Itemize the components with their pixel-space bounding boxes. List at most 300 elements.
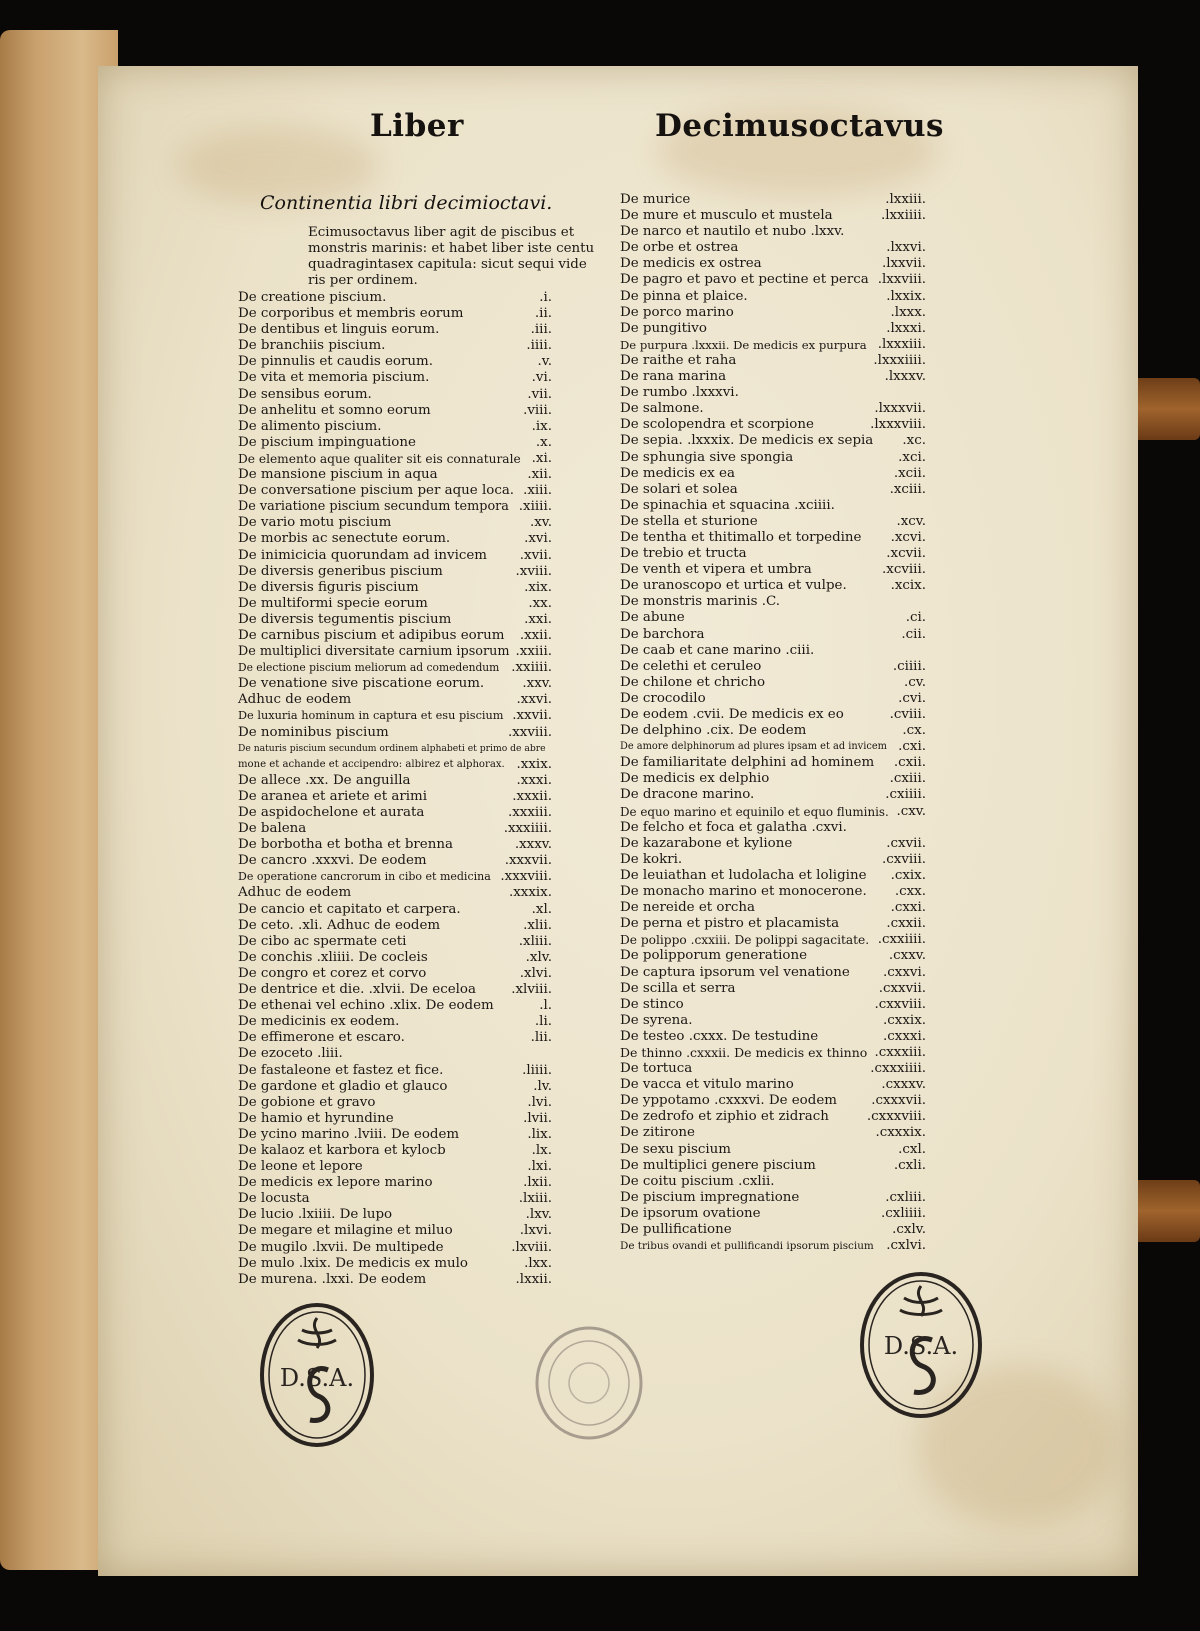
entry-title: De nominibus piscium	[238, 724, 389, 740]
index-entry	[620, 884, 926, 900]
index-entry	[238, 805, 552, 821]
entry-chapter-number: .cxviii.	[882, 851, 926, 867]
index-entry	[238, 1256, 552, 1272]
index-entry	[620, 498, 926, 514]
entry-title: De medicis ex ostrea	[620, 256, 762, 272]
entry-title: De dentrice et die. .xlvii. De eceloa	[238, 982, 476, 998]
entry-chapter-number: .xlii.	[523, 917, 552, 933]
entry-title: De mulo .lxix. De medicis ex mulo	[238, 1255, 468, 1271]
index-entry	[620, 1061, 926, 1077]
index-entry	[620, 1238, 926, 1254]
index-entry	[238, 950, 552, 966]
entry-chapter-number: .xciii.	[889, 481, 926, 497]
entry-title: De pullificatione	[620, 1222, 732, 1237]
entry-title: De vacca et vitulo marino	[620, 1077, 794, 1093]
entry-chapter-number: .l.	[539, 998, 552, 1014]
entry-chapter-number: .xxiiii.	[511, 660, 552, 676]
entry-chapter-number: .xx.	[528, 595, 552, 611]
entry-chapter-number: .ii.	[534, 306, 552, 322]
entry-title: De naturis piscium secundum ordinem alphabeti et primo de abre	[238, 742, 546, 754]
entry-chapter-number: .xxxix.	[508, 885, 552, 901]
entry-chapter-number: .cxliii.	[885, 1189, 926, 1205]
entry-title: De delphino .cix. De eodem	[620, 723, 807, 739]
entry-title: De multiplici genere piscium	[620, 1157, 816, 1173]
entry-chapter-number: .xi.	[531, 450, 552, 466]
entry-title: De corporibus et membris eorum	[238, 306, 464, 322]
index-entry	[620, 900, 926, 916]
entry-chapter-number: .cxx.	[894, 884, 926, 900]
index-entry	[238, 306, 552, 322]
index-entry	[238, 757, 552, 773]
entry-chapter-number: .xvii.	[519, 547, 552, 563]
entry-title: De carnibus piscium et adipibus eorum	[238, 627, 505, 643]
entry-title: De medicis ex ea	[620, 465, 735, 481]
index-entry	[620, 546, 926, 562]
index-entry	[620, 305, 926, 321]
entry-chapter-number: .cxxi.	[890, 900, 926, 916]
index-entry	[620, 787, 926, 803]
index-entry	[620, 450, 926, 466]
entry-chapter-number: .iiii.	[526, 338, 552, 354]
index-entry	[620, 1109, 926, 1125]
entry-chapter-number: .cxl.	[898, 1141, 926, 1157]
entry-chapter-number: .cxlvi.	[886, 1238, 926, 1254]
entry-title: De solari et solea	[620, 481, 738, 497]
entry-chapter-number: .lx.	[531, 1142, 552, 1158]
entry-title: De dracone marino.	[620, 787, 755, 803]
entry-chapter-number: .cxiii.	[889, 771, 926, 787]
index-entry	[238, 499, 552, 515]
entry-title: De leuiathan et ludolacha et loligine	[620, 867, 867, 883]
index-entry	[238, 1079, 552, 1095]
entry-title: De porco marino	[620, 304, 734, 320]
index-entry	[238, 982, 552, 998]
entry-title: De perna et pistro et placamista	[620, 916, 840, 932]
entry-chapter-number: .lxxiiii.	[880, 208, 926, 224]
entry-chapter-number: .lv.	[533, 1078, 552, 1094]
entry-title: De diversis tegumentis piscium	[238, 611, 452, 627]
entry-title: De piscium impinguatione	[238, 434, 416, 450]
entry-title: De creatione piscium.	[238, 290, 387, 305]
entry-chapter-number: .lxxxviii.	[870, 417, 926, 433]
entry-title: De familiaritate delphini ad hominem	[620, 755, 875, 771]
index-entry	[620, 1045, 926, 1061]
entry-title: De diversis generibus piscium	[238, 563, 443, 579]
leather-clasp-top	[1130, 378, 1200, 440]
index-entry	[238, 837, 552, 853]
entry-title: De felcho et foca et galatha .cxvi.	[620, 819, 847, 835]
index-entry	[238, 290, 552, 306]
entry-title: De allece .xx. De anguilla	[238, 772, 411, 788]
entry-chapter-number: .lxv.	[525, 1207, 552, 1223]
entry-chapter-number: .lxx.	[524, 1255, 552, 1271]
index-entry	[238, 467, 552, 483]
entry-chapter-number: .viii.	[523, 402, 552, 418]
entry-title: De orbe et ostrea	[620, 240, 739, 256]
entry-chapter-number: .xix.	[524, 579, 552, 595]
entry-chapter-number: .lxxx.	[890, 304, 926, 320]
index-entry	[238, 1175, 552, 1191]
index-entry	[620, 1174, 926, 1190]
entry-chapter-number: .xxix.	[516, 756, 552, 772]
entry-title: De effimerone et escaro.	[238, 1030, 405, 1046]
entry-chapter-number: .cxxvi.	[883, 964, 926, 980]
entry-title: De ycino marino .lviii. De eodem	[238, 1126, 460, 1142]
entry-chapter-number: .ciiii.	[892, 658, 926, 674]
entry-chapter-number: .cxxix.	[883, 1012, 926, 1028]
index-entry	[620, 610, 926, 626]
entry-title: De diversis figuris piscium	[238, 579, 419, 595]
entry-chapter-number: .cxi.	[898, 739, 926, 755]
index-entry	[620, 401, 926, 417]
index-entry	[620, 643, 926, 659]
index-entry	[238, 998, 552, 1014]
entry-chapter-number: .xvi.	[524, 531, 552, 547]
index-entry	[238, 451, 552, 467]
entry-title: De locusta	[238, 1191, 310, 1207]
entry-title: De trebio et tructa	[620, 546, 747, 562]
entry-chapter-number: .ci.	[905, 610, 926, 626]
index-entry	[238, 741, 552, 757]
entry-title: De variatione piscium secundum tempora	[238, 499, 509, 515]
index-entry	[620, 916, 926, 932]
entry-title: De cancro .xxxvi. De eodem	[238, 853, 427, 869]
entry-chapter-number: .xxiii.	[515, 644, 552, 660]
entry-chapter-number: .lvii.	[523, 1110, 552, 1126]
entry-title: De ceto. .xli. Adhuc de eodem	[238, 917, 441, 933]
entry-title: De congro et corez et corvo	[238, 965, 427, 981]
index-entry	[620, 932, 926, 948]
entry-title: De zedrofo et ziphio et zidrach	[620, 1109, 829, 1125]
entry-title: De kalaoz et karbora et kylocb	[238, 1142, 446, 1158]
index-entry	[620, 562, 926, 578]
index-entry	[238, 387, 552, 403]
index-entry	[620, 771, 926, 787]
entry-chapter-number: .xc.	[902, 433, 926, 449]
stamp-monogram-right: D.S.A.	[883, 1332, 959, 1360]
left-index-column	[238, 290, 552, 1288]
entry-title: De pinna et plaice.	[620, 288, 748, 304]
index-entry	[238, 515, 552, 531]
entry-chapter-number: .cii.	[901, 626, 926, 642]
index-entry	[238, 322, 552, 338]
entry-title: De equo marino et equinilo et equo fluminis.	[620, 804, 889, 819]
index-entry	[620, 691, 926, 707]
entry-chapter-number: .cxxviii.	[874, 996, 926, 1012]
entry-chapter-number: .xlvi.	[519, 965, 552, 981]
index-entry	[620, 594, 926, 610]
index-entry	[620, 804, 926, 820]
entry-title: De stinco	[620, 996, 684, 1012]
entry-chapter-number: .cvi.	[898, 690, 926, 706]
index-entry	[238, 644, 552, 660]
index-entry	[620, 1142, 926, 1158]
entry-chapter-number: .cxxii.	[886, 916, 926, 932]
entry-title: De multiformi specie eorum	[238, 595, 428, 611]
entry-title: De medicis ex lepore marino	[238, 1175, 433, 1191]
index-entry	[238, 419, 552, 435]
entry-title: De balena	[238, 821, 307, 837]
entry-chapter-number: .cxxv.	[888, 948, 926, 964]
entry-title: De gobione et gravo	[238, 1094, 376, 1110]
entry-chapter-number: .lxxxiii.	[877, 336, 926, 352]
entry-chapter-number: .xxviii.	[507, 724, 552, 740]
index-entry	[620, 1158, 926, 1174]
entry-chapter-number: .liiii.	[522, 1062, 552, 1078]
entry-chapter-number: .cxxvii.	[878, 980, 926, 996]
entry-chapter-number: .xxxii.	[512, 788, 552, 804]
entry-title: De alimento piscium.	[238, 418, 382, 434]
entry-chapter-number: .lxxxvii.	[874, 401, 926, 417]
entry-chapter-number: .lxxiii.	[885, 192, 926, 207]
index-entry	[238, 1127, 552, 1143]
entry-chapter-number: .cxiiii.	[885, 787, 926, 803]
entry-title: Adhuc de eodem	[238, 692, 352, 708]
entry-chapter-number: .cxxxix.	[875, 1125, 926, 1141]
entry-chapter-number: .cxv.	[896, 803, 926, 819]
entry-title: De rumbo .lxxxvi.	[620, 385, 739, 401]
right-index-column	[620, 192, 926, 1254]
entry-chapter-number: .xlv.	[525, 949, 552, 965]
entry-chapter-number: .cxvii.	[886, 835, 926, 851]
entry-title: De mansione piscium in aqua	[238, 467, 438, 483]
entry-title: De spinachia et squacina .xciiii.	[620, 497, 835, 513]
index-entry	[620, 723, 926, 739]
entry-chapter-number: .lxi.	[527, 1159, 552, 1175]
index-entry	[620, 739, 926, 755]
index-entry	[620, 289, 926, 305]
index-entry	[238, 853, 552, 869]
index-entry	[620, 208, 926, 224]
index-entry	[238, 370, 552, 386]
index-entry	[238, 821, 552, 837]
index-entry	[238, 902, 552, 918]
entry-chapter-number: .lxvi.	[519, 1223, 552, 1239]
index-entry	[238, 1240, 552, 1256]
entry-title: De nereide et orcha	[620, 900, 755, 916]
entry-title: De polipporum generatione	[620, 948, 808, 964]
entry-title: De celethi et ceruleo	[620, 658, 762, 674]
index-entry	[238, 918, 552, 934]
entry-title: De electione piscium meliorum ad comedendum	[238, 661, 500, 675]
entry-chapter-number: .lxxxi.	[886, 320, 926, 336]
intro-line: ris per ordinem.	[308, 273, 418, 288]
entry-chapter-number: .x.	[535, 434, 552, 450]
entry-title: De aranea et ariete et arimi	[238, 788, 427, 804]
index-entry	[238, 403, 552, 419]
index-entry	[620, 852, 926, 868]
entry-title: De amore delphinorum ad plures ipsam et ad invicem	[620, 741, 887, 753]
index-entry	[620, 272, 926, 288]
entry-chapter-number: .cxxxiiii.	[870, 1061, 926, 1077]
entry-title: De sepia. .lxxxix. De medicis ex sepia	[620, 433, 874, 449]
index-entry	[238, 354, 552, 370]
entry-chapter-number: .li.	[534, 1014, 552, 1030]
entry-title: De piscium impregnatione	[620, 1189, 800, 1205]
index-entry	[620, 1077, 926, 1093]
index-entry	[238, 435, 552, 451]
index-entry	[238, 676, 552, 692]
entry-chapter-number: .cviii.	[889, 707, 926, 722]
entry-chapter-number: .lix.	[527, 1126, 552, 1142]
entry-title: De leone et lepore	[238, 1159, 363, 1175]
entry-chapter-number: .xxxiiii.	[503, 821, 552, 837]
index-entry	[238, 1014, 552, 1030]
entry-title: De multiplici diversitate carnium ipsorum	[238, 644, 510, 660]
index-entry	[238, 580, 552, 596]
entry-chapter-number: .cxxxviii.	[866, 1109, 926, 1125]
entry-chapter-number: .lxxix.	[886, 288, 926, 304]
entry-title: mone et achande et accipendro: albirez et alphorax.	[238, 758, 505, 770]
entry-title: De ethenai vel echino .xlix. De eodem	[238, 998, 494, 1014]
index-entry	[620, 1190, 926, 1206]
index-entry	[620, 948, 926, 964]
section-title: Continentia libri decimioctavi.	[260, 192, 553, 214]
entry-chapter-number: .lvi.	[527, 1094, 552, 1110]
intro-line: Ecimusoctavus liber agit de piscibus et	[308, 225, 575, 240]
entry-title: De rana marina	[620, 369, 727, 385]
entry-title: De fastaleone et fastez et fice.	[238, 1062, 444, 1078]
entry-title: De morbis ac senectute eorum.	[238, 531, 451, 547]
entry-title: De barchora	[620, 626, 705, 642]
index-entry	[238, 1046, 552, 1062]
entry-title: De stella et sturione	[620, 513, 758, 529]
index-entry	[238, 596, 552, 612]
entry-title: De medicinis ex eodem.	[238, 1014, 400, 1030]
index-entry	[238, 1272, 552, 1288]
entry-title: De raithe et raha	[620, 352, 737, 368]
entry-title: De zitirone	[620, 1125, 695, 1141]
entry-title: De conversatione piscium per aque loca.	[238, 483, 515, 499]
entry-chapter-number: .lxii.	[523, 1175, 552, 1191]
index-entry	[620, 868, 926, 884]
entry-chapter-number: .xxii.	[519, 627, 552, 643]
entry-title: De kazarabone et kylione	[620, 835, 793, 851]
entry-title: De dentibus et linguis eorum.	[238, 322, 440, 338]
entry-title: Adhuc de eodem	[238, 885, 352, 901]
index-entry	[620, 1029, 926, 1045]
stamp-monogram-left: D.S.A.	[279, 1364, 355, 1392]
index-entry	[620, 755, 926, 771]
leather-clasp-bottom	[1130, 1180, 1200, 1242]
entry-title: De ipsorum ovatione	[620, 1205, 761, 1221]
entry-title: De eodem .cvii. De medicis ex eo	[620, 707, 844, 722]
index-entry	[620, 385, 926, 401]
index-entry	[238, 1030, 552, 1046]
entry-chapter-number: .xxxi.	[516, 772, 552, 788]
entry-chapter-number: .cxli.	[893, 1157, 926, 1173]
index-entry	[238, 725, 552, 741]
index-entry	[620, 1125, 926, 1141]
index-entry	[620, 417, 926, 433]
entry-chapter-number: .lxxxiiii.	[873, 352, 926, 368]
index-entry	[238, 773, 552, 789]
entry-title: De pagro et pavo et pectine et perca	[620, 272, 869, 288]
entry-title: De tribus ovandi et pullificandi ipsorum piscium	[620, 1240, 874, 1253]
index-entry	[238, 1191, 552, 1207]
entry-title: De caab et cane marino .ciii.	[620, 642, 815, 658]
entry-chapter-number: .cx.	[902, 723, 926, 739]
entry-chapter-number: .xcvii.	[886, 546, 926, 562]
entry-title: De branchiis piscium.	[238, 338, 386, 354]
index-entry	[620, 675, 926, 691]
entry-title: De aspidochelone et aurata	[238, 805, 425, 820]
entry-chapter-number: .lxxii.	[515, 1271, 552, 1287]
entry-title: De ezoceto .liii.	[238, 1046, 343, 1062]
entry-title: De mugilo .lxvii. De multipede	[238, 1239, 444, 1255]
entry-title: De sphungia sive spongia	[620, 449, 794, 465]
entry-title: De uranoscopo et urtica et vulpe.	[620, 578, 847, 594]
entry-title: De inimicicia quorundam ad invicem	[238, 547, 487, 563]
entry-chapter-number: .ix.	[531, 418, 552, 434]
entry-chapter-number: .cxxxi.	[883, 1028, 926, 1044]
heading-right: Decimusoctavus	[655, 108, 945, 144]
entry-chapter-number: .cxii.	[893, 755, 926, 771]
entry-title: De scolopendra et scorpione	[620, 417, 814, 433]
entry-title: De cibo ac spermate ceti	[238, 933, 407, 949]
index-entry	[620, 514, 926, 530]
index-entry	[620, 965, 926, 981]
intro-line: monstris marinis: et habet liber iste centu	[308, 241, 595, 256]
entry-chapter-number: .xxi.	[524, 611, 552, 627]
entry-chapter-number: .xxvi.	[516, 692, 552, 708]
index-entry	[620, 353, 926, 369]
index-entry	[238, 789, 552, 805]
index-entry	[620, 482, 926, 498]
entry-title: De abune	[620, 610, 685, 626]
intro-paragraph	[308, 225, 595, 289]
entry-title: De scilla et serra	[620, 980, 736, 996]
entry-title: De luxuria hominum in captura et esu piscium	[238, 709, 504, 723]
entry-title: De borbotha et botha et brenna	[238, 837, 453, 853]
entry-title: De tortuca	[620, 1061, 693, 1077]
index-entry	[620, 578, 926, 594]
entry-chapter-number: .xcix.	[890, 578, 926, 594]
entry-chapter-number: .v.	[537, 354, 552, 370]
entry-chapter-number: .xl.	[531, 901, 552, 917]
index-entry	[620, 981, 926, 997]
entry-chapter-number: .lxxxv.	[884, 369, 926, 385]
index-entry	[238, 966, 552, 982]
entry-chapter-number: .xcv.	[896, 513, 926, 529]
entry-chapter-number: .lii.	[530, 1030, 552, 1046]
entry-chapter-number: .xxxiii.	[507, 805, 552, 820]
entry-chapter-number: .xv.	[529, 515, 552, 531]
entry-title: De chilone et chricho	[620, 674, 766, 690]
entry-chapter-number: .xviii.	[515, 563, 552, 579]
index-entry	[620, 820, 926, 836]
entry-title: De kokri.	[620, 851, 683, 867]
entry-chapter-number: .cxxxiii.	[874, 1044, 926, 1060]
index-entry	[238, 548, 552, 564]
index-entry	[620, 240, 926, 256]
index-entry	[620, 224, 926, 240]
entry-chapter-number: .xcvi.	[890, 529, 926, 545]
index-entry	[238, 869, 552, 885]
entry-chapter-number: .i.	[539, 290, 552, 305]
intro-line: quadragintasex capitula: sicut sequi vide	[308, 257, 587, 272]
entry-chapter-number: .cxxiiii.	[877, 932, 926, 948]
index-entry	[238, 564, 552, 580]
entry-title: De salmone.	[620, 401, 704, 417]
entry-title: De purpura .lxxxii. De medicis ex purpura	[620, 337, 867, 352]
entry-chapter-number: .cv.	[904, 674, 926, 690]
index-entry	[620, 369, 926, 385]
index-entry	[620, 337, 926, 353]
index-entry	[238, 338, 552, 354]
entry-title: De operatione cancrorum in cibo et medicina	[238, 870, 491, 884]
entry-title: De pinnulis et caudis eorum.	[238, 354, 433, 370]
